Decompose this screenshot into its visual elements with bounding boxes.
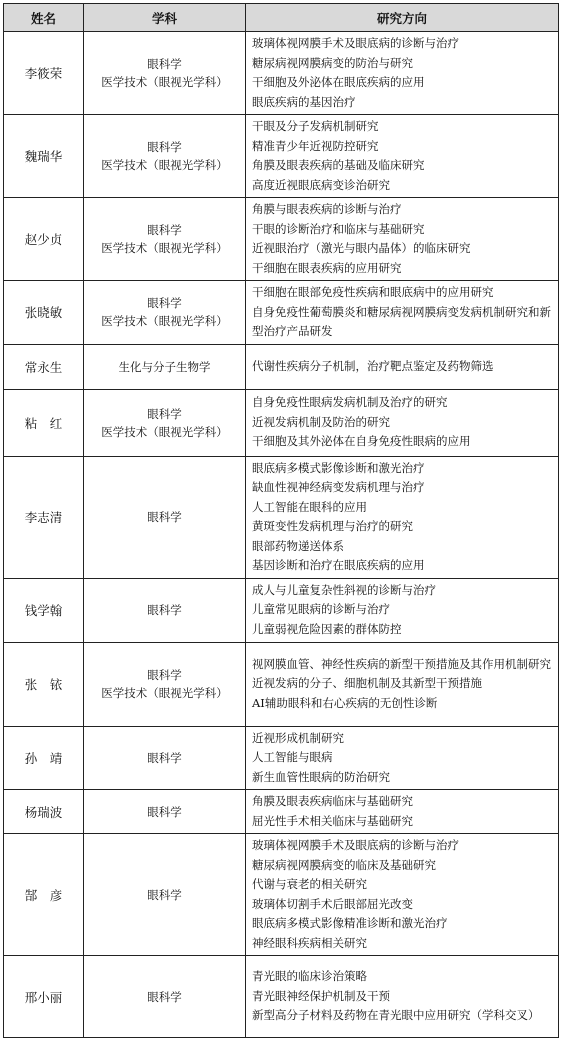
- subject-text: 眼科学: [147, 223, 182, 237]
- name-cell: 张 铱: [4, 642, 84, 726]
- header-row: [4, 4, 559, 32]
- subject-text: 医学技术（眼视光学科）: [101, 158, 228, 172]
- subject-cell: [84, 834, 246, 956]
- header-name: 姓名: [4, 4, 84, 32]
- subject-text: 眼科学: [147, 406, 182, 421]
- direction-text: 玻璃体切割手术后眼部屈光改变: [252, 896, 413, 911]
- name-cell: 李筱荣: [4, 32, 84, 115]
- direction-text: 干眼的诊断治疗和临床与基础研究: [252, 221, 425, 236]
- direction-cell: [246, 790, 559, 834]
- subject-cell: [84, 115, 246, 198]
- direction-text: AI辅助眼科和右心疾病的无创性诊断: [252, 695, 438, 710]
- table-row: [4, 642, 559, 726]
- subject-cell: [84, 344, 246, 389]
- direction-text: 屈光性手术相关临床与基础研究: [252, 813, 413, 828]
- name-cell: 魏瑞华: [4, 115, 84, 198]
- direction-text: 黄斑变性发病机理与治疗的研究: [252, 519, 413, 533]
- table-row: [4, 115, 559, 198]
- name-cell: 张晓敏: [4, 281, 84, 345]
- direction-cell: [246, 281, 559, 345]
- direction-text: 角膜及眼表疾病临床与基础研究: [252, 794, 413, 808]
- header-subject: 学科: [84, 4, 246, 32]
- direction-text: 眼底疾病的基因治疗: [252, 94, 356, 109]
- direction-cell: [246, 115, 559, 198]
- subject-text: 眼科学: [147, 296, 182, 311]
- subject-text: 医学技术（眼视光学科）: [101, 241, 228, 255]
- table-row: [4, 726, 559, 790]
- direction-text: 儿童常见眼病的诊断与治疗: [252, 602, 390, 617]
- direction-text: 人工智能在眼科的应用: [252, 499, 367, 514]
- direction-text: 高度近视眼底病变诊治研究: [252, 177, 390, 192]
- direction-text: 人工智能与眼病: [252, 750, 333, 764]
- table-row: [4, 834, 559, 956]
- table-row: [4, 578, 559, 642]
- direction-cell: [246, 389, 559, 456]
- direction-text: 眼底病多模式影像诊断和激光治疗: [252, 460, 425, 475]
- subject-cell: [84, 32, 246, 115]
- direction-cell: [246, 956, 559, 1038]
- direction-cell: [246, 198, 559, 281]
- subject-cell: [84, 956, 246, 1038]
- direction-text: 成人与儿童复杂性斜视的诊断与治疗: [252, 582, 436, 597]
- name-cell: 邢小丽: [4, 956, 84, 1038]
- direction-text: 玻璃体视网膜手术及眼底病的诊断与治疗: [252, 36, 459, 50]
- direction-text: 糖尿病视网膜病变的临床及基础研究: [252, 857, 436, 872]
- direction-text: 新型高分子材料及药物在青光眼中应用研究（学科交叉）: [252, 1008, 540, 1023]
- direction-text: 干细胞及外泌体在眼底疾病的应用: [252, 75, 425, 89]
- table-row: [4, 790, 559, 834]
- direction-cell: [246, 32, 559, 115]
- direction-text: 近视形成机制研究: [252, 730, 344, 745]
- direction-text: 角膜与眼表疾病的诊断与治疗: [252, 202, 402, 216]
- direction-text: 自身免疫性葡萄膜炎和糖尿病视网膜病变发病机制研究和新型治疗产品研发: [252, 304, 551, 338]
- name-cell: 郜 彦: [4, 834, 84, 956]
- direction-text: 玻璃体视网膜手术及眼底病的诊断与治疗: [252, 838, 459, 852]
- name-cell: 赵少贞: [4, 198, 84, 281]
- header-direction: 研究方向: [246, 4, 559, 32]
- subject-text: 眼科学: [147, 668, 182, 682]
- subject-text: 医学技术（眼视光学科）: [101, 686, 228, 700]
- direction-text: 代谢与衰老的相关研究: [252, 877, 367, 891]
- direction-text: 缺血性视神经病变发病机理与治疗: [252, 480, 425, 494]
- table-row: [4, 389, 559, 456]
- direction-text: 眼底病多模式影像精准诊断和激光治疗: [252, 916, 448, 930]
- subject-text: 医学技术（眼视光学科）: [101, 314, 228, 329]
- subject-text: 医学技术（眼视光学科）: [101, 75, 228, 89]
- direction-text: 干细胞在眼表疾病的应用研究: [252, 260, 402, 275]
- direction-cell: [246, 642, 559, 726]
- name-cell: 钱学翰: [4, 578, 84, 642]
- direction-text: 角膜及眼表疾病的基础及临床研究: [252, 158, 425, 172]
- subject-cell: [84, 198, 246, 281]
- subject-cell: [84, 389, 246, 456]
- table-row: [4, 198, 559, 281]
- direction-text: 神经眼科疾病相关研究: [252, 935, 367, 950]
- direction-cell: [246, 726, 559, 790]
- research-table: [3, 3, 559, 1038]
- direction-cell: [246, 456, 559, 578]
- table-row: [4, 281, 559, 345]
- direction-text: 糖尿病视网膜病变的防治与研究: [252, 55, 413, 70]
- name-cell: 粘 红: [4, 389, 84, 456]
- direction-cell: [246, 834, 559, 956]
- direction-text: 近视眼治疗（激光与眼内晶体）的临床研究: [252, 241, 471, 255]
- subject-text: 眼科学: [147, 510, 182, 524]
- subject-cell: [84, 281, 246, 345]
- direction-text: 基因诊断和治疗在眼底疾病的应用: [252, 558, 425, 572]
- direction-text: 新生血管性眼病的防治研究: [252, 769, 390, 784]
- subject-text: 眼科学: [147, 989, 182, 1004]
- subject-text: 医学技术（眼视光学科）: [101, 424, 228, 439]
- direction-text: 精准青少年近视防控研究: [252, 138, 379, 153]
- direction-cell: [246, 578, 559, 642]
- table-row: [4, 344, 559, 389]
- direction-cell: [246, 344, 559, 389]
- name-cell: 常永生: [4, 344, 84, 389]
- table-row: [4, 456, 559, 578]
- name-cell: 孙 靖: [4, 726, 84, 790]
- subject-text: 眼科学: [147, 603, 182, 617]
- subject-text: 生化与分子生物学: [118, 359, 211, 374]
- direction-text: 代谢性疾病分子机制，治疗靶点鉴定及药物筛选: [252, 358, 494, 373]
- name-cell: 李志清: [4, 456, 84, 578]
- direction-text: 近视发病机制及防治的研究: [252, 414, 390, 429]
- table-row: [4, 32, 559, 115]
- direction-text: 视网膜血管、神经性疾病的新型干预措施及其作用机制研究: [252, 656, 551, 671]
- subject-cell: [84, 456, 246, 578]
- direction-text: 干眼及分子发病机制研究: [252, 119, 379, 133]
- direction-text: 儿童弱视危险因素的群体防控: [252, 621, 402, 636]
- direction-text: 干细胞及其外泌体在自身免疫性眼病的应用: [252, 434, 471, 449]
- subject-cell: [84, 726, 246, 790]
- subject-text: 眼科学: [147, 887, 182, 902]
- direction-text: 青光眼神经保护机制及干预: [252, 988, 390, 1003]
- table-row: [4, 956, 559, 1038]
- name-cell: 杨瑞波: [4, 790, 84, 834]
- direction-text: 近视发病的分子、细胞机制及其新型干预措施: [252, 676, 482, 691]
- subject-text: 眼科学: [147, 140, 182, 154]
- subject-text: 眼科学: [147, 804, 182, 819]
- direction-text: 青光眼的临床诊治策略: [252, 969, 367, 984]
- direction-text: 干细胞在眼部免疫性疾病和眼底病中的应用研究: [252, 285, 494, 299]
- subject-cell: [84, 790, 246, 834]
- subject-cell: [84, 578, 246, 642]
- subject-text: 眼科学: [147, 750, 182, 765]
- direction-text: 眼部药物递送体系: [252, 538, 344, 553]
- subject-text: 眼科学: [147, 57, 182, 71]
- direction-text: 自身免疫性眼病发病机制及治疗的研究: [252, 395, 448, 410]
- subject-cell: [84, 642, 246, 726]
